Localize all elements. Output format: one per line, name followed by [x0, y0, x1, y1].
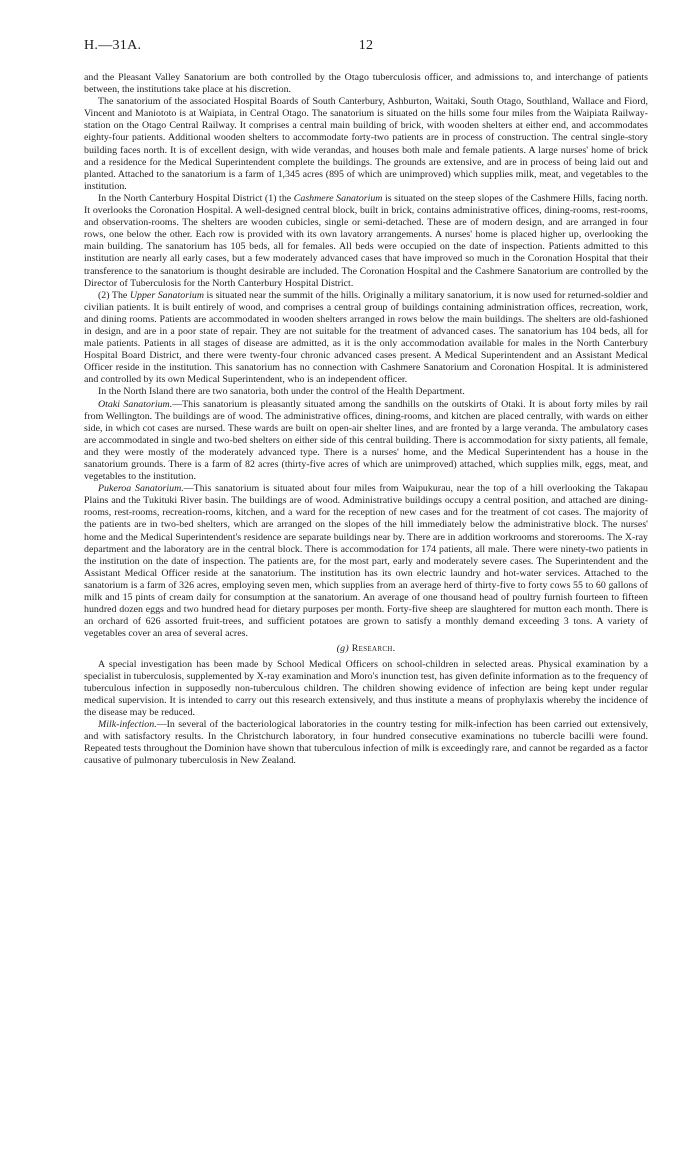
paragraph — [84, 72, 648, 96]
italic-text-run: Cashmere Sanatorium — [293, 192, 383, 204]
paragraph — [84, 399, 648, 484]
text-run: (2) The — [98, 289, 130, 301]
text-run: —In several of the bacteriological laboratories in the country testing for milk-infection has been carried out extensively, and with satisfactory results. In the Christchurch laboratory, in four hundred consecutive examinations no tubercle bacilli were found. Repeated tests throughout the Dominion have shown that tuberculous infection of milk is exceedingly rare, and cannot be regarded as a factor causative of pulmonary tuberculosis in New Zealand. — [84, 718, 648, 767]
page-number: 12 — [358, 38, 374, 53]
italic-text-run: Milk-infection. — [98, 718, 157, 730]
page-header — [84, 38, 648, 62]
section-heading-research — [84, 643, 648, 655]
text-run: —This sanatorium is situated about four miles from Waipukurau, near the top of a hill overlooking the Takapau Plains and the Tukituki River basin. The buildings are of wood. Administrative buildings occupy a central position, and attached are dining-rooms, rest-rooms, recreation-rooms, kitchen, and a ward for the reception of new cases and for the treatment of cot cases. The majority of the patients are in two-bed shelters, which are arranged on the slopes of the hill immediately below the administrative block. The nurses' home and the Medical Superintendent's residence are separate buildings near by. There are in addition workrooms and storerooms. The X-ray department and the laboratory are in the central block. There is accommodation for 174 patients, all male. There were ninety-two patients in the institution on the date of inspection. The patients are, for the most part, early and moderately severe cases. The Superintendent and the Assistant Medical Officer reside at the sanatorium. The institution has its own electric laundry and hot-water services. Attached to the sanatorium is a farm of 326 acres, employing seven men, which supplies from an average herd of thirty-five to forty cows 55 to 60 gallons of milk and 15 pints of cream daily for consumption at the sanatorium. An average of one thousand head of poultry furnish fourteen to fifteen hundred dozen eggs and two hundred head for dietary purposes per month. Forty-five sheep are slaughtered for mutton each month. There is an orchard of 626 assorted fruit-trees, and sufficient potatoes are grown to satisfy a monthly demand exceeding 3 tons. A variety of vegetables cover an area of several acres. — [84, 483, 648, 640]
text-run: In the North Island there are two sanatoria, both under the control of the Health Department. — [98, 386, 465, 398]
italic-text-run: Upper Sanatorium — [129, 289, 204, 301]
text-run: is situated on the steep slopes of the Cashmere Hills, facing north. It overlooks the Coronation Hospital. A well-designed central block, built in brick, contains administrative offices, dining-rooms, rest-rooms, and observation-rooms. The shelters are wooden cubicles, single or semi-detached. These are of modern design, and are arranged in four rows, one below the other. Each row is provided with its own lavatory arrangements. A nurses' home is placed higher up, overlooking the main building. The sanatorium has 105 beds, all for females. All beds were occupied on the date of inspection. Patients admitted to this institution are nearly all early cases, but a few moderately advanced cases that have improved so much in the Coronation Hospital that their transference to the sanatorium is thought desirable are included. The Coronation Hospital and the Cashmere Sanatorium are controlled by the Director of Tuberculosis for the North Canterbury Hospital District. — [84, 192, 648, 289]
text-run: is situated near the summit of the hills. Originally a military sanatorium, it is now used for returned-soldier and civilian patients. It is built entirely of wood, and comprises a central group of buildings containing administration offices, recreation, work, and dining rooms. Patients are accommodated in wooden shelters arranged in rows below the main buildings. The shelters are old-fashioned in design, and are in a poor state of repair. They are not suitable for the treatment of advanced cases. The sanatorium has 104 beds, all for male patients. Patients in all stages of disease are admitted, as it is the only accommodation available for males in the North Canterbury Hospital Board District, and there were twenty-four chronic advanced cases present. A Medical Superintendent and an Assistant Medical Officer reside in the institution. This sanatorium has no connection with Cashmere Sanatorium and Coronation Hospital. It is administered and controlled by its own Medical Superintendent, who is an independent officer. — [84, 289, 648, 386]
text-run: —This sanatorium is pleasantly situated among the sandhills on the outskirts of Otaki. It is about forty miles by rail from Wellington. The buildings are of wood. The administrative offices, dining-rooms, and kitchen are placed centrally, with wards on either side, in which cot cases are nursed. These wards are built on open-air shelter lines, and are fronted by a large veranda. The ambulatory cases are accommodated in single and two-bed shelters on either side of this central building. There is accommodation for sixty patients, all female, and they were mostly of the moderately advanced type. There is a nurses' home, and the Medical Superintendent has a house in the sanatorium grounds. There is a farm of 82 acres (thirty-five acres of which are unimproved) attached, which supplies milk, eggs, meat, and vegetables to the institution. — [84, 398, 648, 483]
text-run: The sanatorium of the associated Hospital Boards of South Canterbury, Ashburton, Waitaki, South Otago, Southland, Wallace and Fiord, Vincent and Maniototo is at Waipiata, in Central Otago. The sanatorium is situated on the hills some four miles from the Waipiata Railway-station on the Otago Central Railway. It comprises a central main building of brick, with wooden shelters at either end, and accommodates eighty-four patients. Additional wooden shelters to accommodate forty-two patients are in process of construction. The central single-story building faces north. It is of excellent design, with wide verandas, and houses both male and female patients. A large nurses' home of brick and a residence for the Medical Superintendent complete the buildings. The grounds are extensive, and are in process of being laid out and planted. Attached to the sanatorium is a farm of 1,345 acres (895 of which are unimproved) which supplies milk, meat, and vegetables to the institution. — [84, 96, 648, 192]
paragraph — [84, 719, 648, 767]
document-reference: H.—31A. — [84, 38, 142, 53]
text-run: and the Pleasant Valley Sanatorium are both controlled by the Otago tuberculosis officer, and admissions to, and interchange of patients between, the institutions take place at his discretion. — [84, 72, 648, 96]
italic-text-run: Otaki Sanatorium. — [98, 398, 173, 410]
section-heading-label: (g) — [336, 643, 349, 655]
paragraph — [84, 483, 648, 640]
text-run: A special investigation has been made by School Medical Officers on school-children in selected areas. Physical examination by a specialist in tuberculosis, supplemented by X-ray examination and Moro's inunction test, has given definite information as to the frequency of tuberculous infection in supposedly non-tuberculous children. The children showing evidence of infection are being kept under regular medical supervision. It is intended to carry out this research extensively, and thus institute a means of prophylaxis whereby the incidence of the disease may be reduced. — [84, 658, 648, 718]
section-heading-title: Research. — [351, 643, 396, 655]
paragraph — [84, 193, 648, 290]
body-text — [84, 72, 648, 767]
italic-text-run: Pukeroa Sanatorium. — [98, 483, 184, 495]
paragraph — [84, 290, 648, 387]
text-run: In the North Canterbury Hospital District (1) the — [98, 192, 294, 204]
paragraph — [84, 386, 648, 398]
paragraph — [84, 659, 648, 719]
paragraph — [84, 96, 648, 193]
